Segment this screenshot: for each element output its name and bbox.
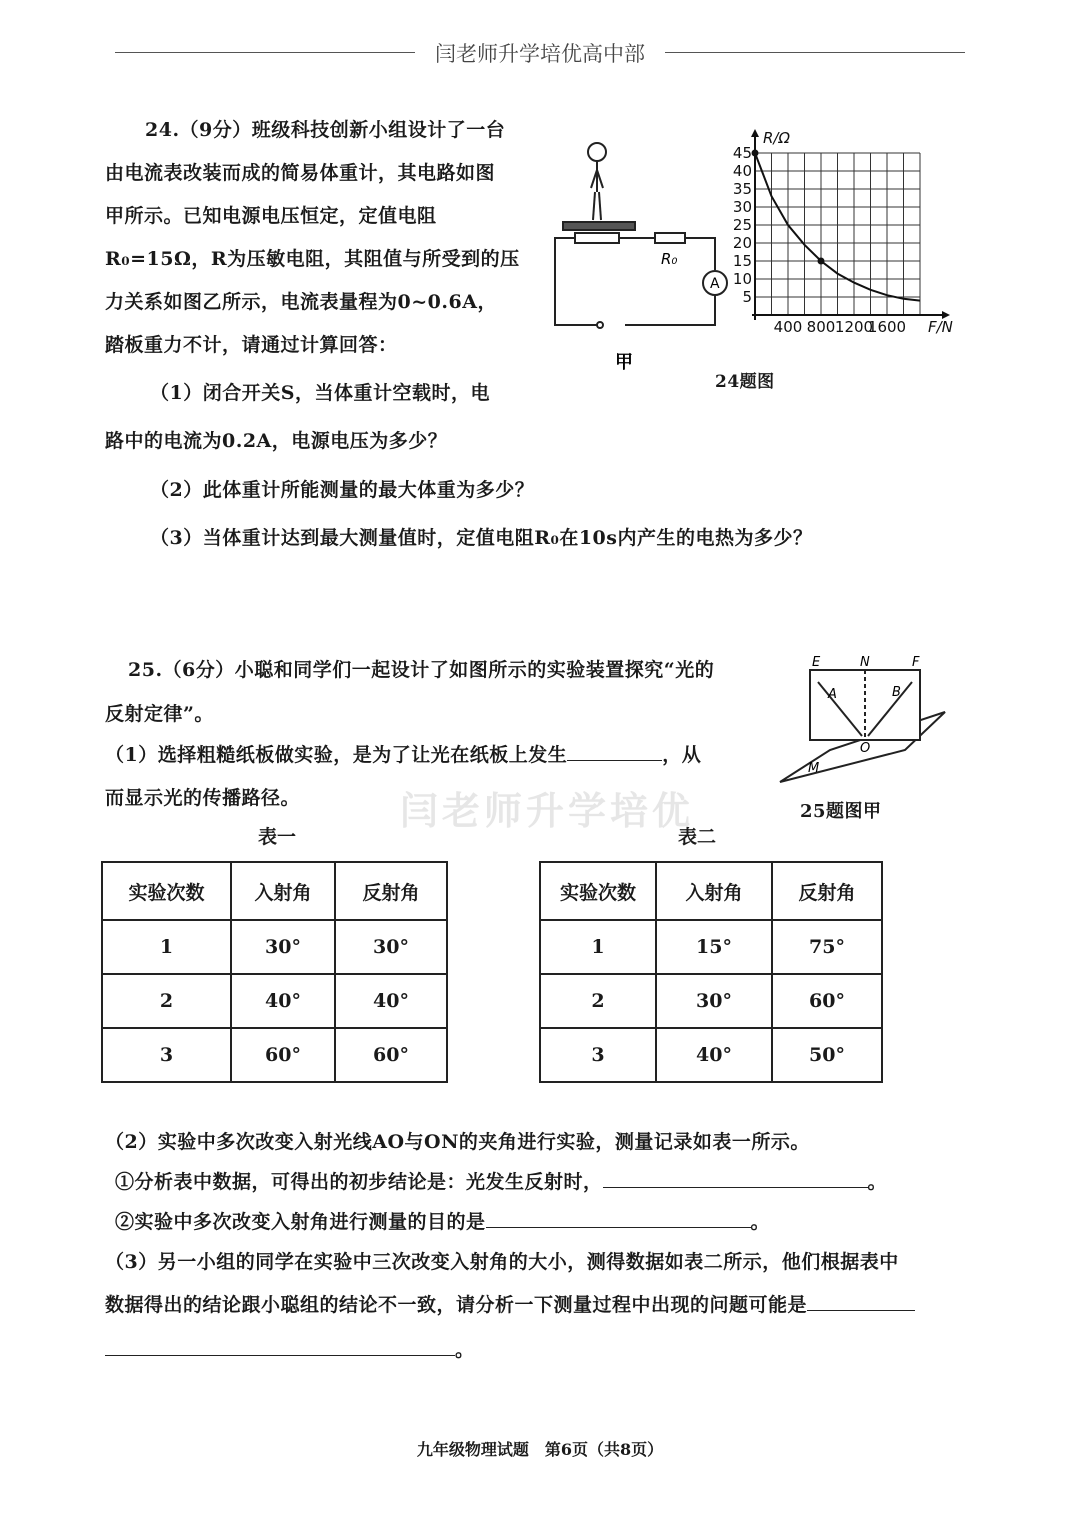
table2 [539, 861, 883, 1083]
circuit-wire-right [685, 238, 715, 270]
person-leg-left [593, 192, 595, 220]
y-axis-label: R/Ω [763, 129, 790, 147]
q25-sub1-line1 [105, 740, 701, 767]
pressure-resistor-r [575, 233, 619, 243]
circuit-wire-left [555, 238, 600, 325]
q25-sub2-1-text: ①分析表中数据，可得出的初步结论是：光发生反射时， [115, 1171, 603, 1193]
switch-contact [597, 322, 603, 328]
q25-sub2-2-text: ②实验中多次改变入射角进行测量的目的是 [115, 1211, 486, 1233]
person-leg-right [599, 192, 601, 220]
x-tick-label: 800 [806, 318, 836, 336]
y-tick-label: 20 [732, 234, 752, 252]
data-point [818, 258, 825, 265]
header-rule-left [115, 52, 415, 53]
label-f: F [912, 655, 920, 670]
q25-sub3-blank-1[interactable] [807, 1292, 915, 1311]
q24-line-2: 由电流表改装而成的简易体重计，其电路如图 [105, 162, 496, 184]
y-tick-label: 10 [732, 270, 752, 288]
q24-line-1: 24.（9分）班级科技创新小组设计了一台 [145, 119, 506, 141]
label-a: A [828, 687, 837, 702]
y-tick-label: 35 [732, 180, 752, 198]
scale-pedal [563, 222, 635, 230]
q25-intro-line2: 反射定律”。 [105, 703, 214, 725]
y-tick-label: 30 [732, 198, 752, 216]
y-tick-label: 25 [732, 216, 752, 234]
table1-cell: 40° [231, 974, 335, 1028]
q25-sub2: （2）实验中多次改变入射光线AO与ON的夹角进行实验，测量记录如表一所示。 [105, 1131, 810, 1153]
q25-sub3-period: 。 [455, 1339, 475, 1361]
watermark: 闫老师升学培优 [400, 789, 695, 833]
label-n: N [860, 655, 870, 670]
q25-sub2-1-period: 。 [867, 1171, 888, 1193]
table1-cell: 30° [335, 920, 447, 974]
q24-line-4: R₀=15Ω，R为压敏电阻，其阻值与所受到的压 [105, 248, 520, 270]
person-head [588, 143, 606, 161]
header-title: 闫老师升学培优高中部 [435, 42, 645, 66]
header-rule-right [665, 52, 965, 53]
table1-cell: 2 [102, 974, 231, 1028]
y-tick-label: 5 [742, 288, 752, 306]
q25-sub1-text: （1）选择粗糙纸板做实验，是为了让光在纸板上发生 [105, 744, 568, 766]
table1-header-reflect: 反射角 [335, 862, 447, 920]
table1-cell: 60° [335, 1028, 447, 1082]
q25-sub2-2-period: 。 [750, 1211, 771, 1233]
table1-title: 表一 [258, 826, 297, 848]
q25-sub3-line2 [105, 1290, 915, 1317]
q25-sub3-text: 数据得出的结论跟小聪组的结论不一致，请分析一下测量过程中出现的问题可能是 [105, 1294, 808, 1316]
y-axis-arrow [751, 129, 759, 137]
figure-a-label: 甲 [615, 352, 633, 373]
table1-cell: 60° [231, 1028, 335, 1082]
table2-cell: 1 [540, 920, 656, 974]
x-tick-label: 400 [773, 318, 803, 336]
table1-cell: 30° [231, 920, 335, 974]
table2-header-trial: 实验次数 [540, 862, 656, 920]
q24-sub2: （2）此体重计所能测量的最大体重为多少？ [150, 479, 535, 501]
table2-header-incident: 入射角 [656, 862, 772, 920]
q25-sub3-line1: （3）另一小组的同学在实验中三次改变入射角的大小，测得数据如表二所示，他们根据表中 [105, 1251, 899, 1273]
page-footer: 九年级物理试题 第6页（共8页） [416, 1440, 664, 1459]
x-axis-label: F/N [928, 318, 953, 336]
q25-sub3-line3 [105, 1335, 475, 1362]
q25-sub1-line2: 而显示光的传播路径。 [105, 787, 301, 809]
table2-cell: 3 [540, 1028, 656, 1082]
q25-sub2-1-blank[interactable] [603, 1169, 868, 1188]
table2-cell: 2 [540, 974, 656, 1028]
q25-figure-caption: 25题图甲 [800, 801, 882, 822]
table2-cell: 50° [772, 1028, 882, 1082]
resistor-r0 [655, 233, 685, 243]
q24-circuit-figure [545, 130, 730, 380]
table2-cell: 75° [772, 920, 882, 974]
q24-sub1-line2: 路中的电流为0.2A，电源电压为多少？ [105, 430, 448, 452]
table2-cell: 30° [656, 974, 772, 1028]
q25-reflection-figure [770, 650, 955, 790]
q25-sub3-blank-2[interactable] [105, 1337, 455, 1356]
q25-sub1-blank[interactable] [567, 742, 662, 761]
q24-line-6: 踏板重力不计，请通过计算回答： [105, 334, 398, 356]
q25-sub2-1 [115, 1167, 887, 1194]
q24-line-3: 甲所示。已知电源电压恒定，定值电阻 [105, 205, 437, 227]
q25-sub2-2 [115, 1207, 770, 1234]
r0-label: R₀ [661, 250, 678, 268]
table1-header-incident: 入射角 [231, 862, 335, 920]
y-tick-label: 45 [732, 144, 752, 162]
q25-sub1-tail: ，从 [662, 744, 702, 766]
table2-header-reflect: 反射角 [772, 862, 882, 920]
x-tick-label: 1600 [867, 318, 907, 336]
label-o: O [860, 741, 871, 756]
label-m: M [808, 761, 820, 776]
table2-cell: 40° [656, 1028, 772, 1082]
q25-intro-line1: 25.（6分）小聪和同学们一起设计了如图所示的实验装置探究“光的 [128, 659, 715, 681]
table2-cell: 60° [772, 974, 882, 1028]
circuit-wire-bottom [625, 295, 715, 325]
q24-line-5: 力关系如图乙所示，电流表量程为0~0.6A， [105, 291, 497, 313]
q24-sub1-line1: （1）闭合开关S，当体重计空载时，电 [150, 382, 490, 404]
table1-cell: 40° [335, 974, 447, 1028]
table1 [101, 861, 448, 1083]
q25-sub2-2-blank[interactable] [486, 1209, 751, 1228]
table1-cell: 3 [102, 1028, 231, 1082]
label-b: B [892, 685, 901, 700]
x-tick-label: 1200 [834, 318, 874, 336]
data-point [752, 150, 759, 157]
q24-figure-caption: 24题图 [715, 372, 775, 392]
table1-cell: 1 [102, 920, 231, 974]
ammeter-label: A [710, 276, 720, 292]
table2-cell: 15° [656, 920, 772, 974]
y-tick-label: 15 [732, 252, 752, 270]
q24-rf-chart [732, 125, 975, 350]
label-e: E [812, 655, 821, 670]
table2-title: 表二 [678, 826, 717, 848]
q24-sub3: （3）当体重计达到最大测量值时，定值电阻R₀在10s内产生的电热为多少？ [150, 527, 813, 549]
table1-header-trial: 实验次数 [102, 862, 231, 920]
y-tick-label: 40 [732, 162, 752, 180]
